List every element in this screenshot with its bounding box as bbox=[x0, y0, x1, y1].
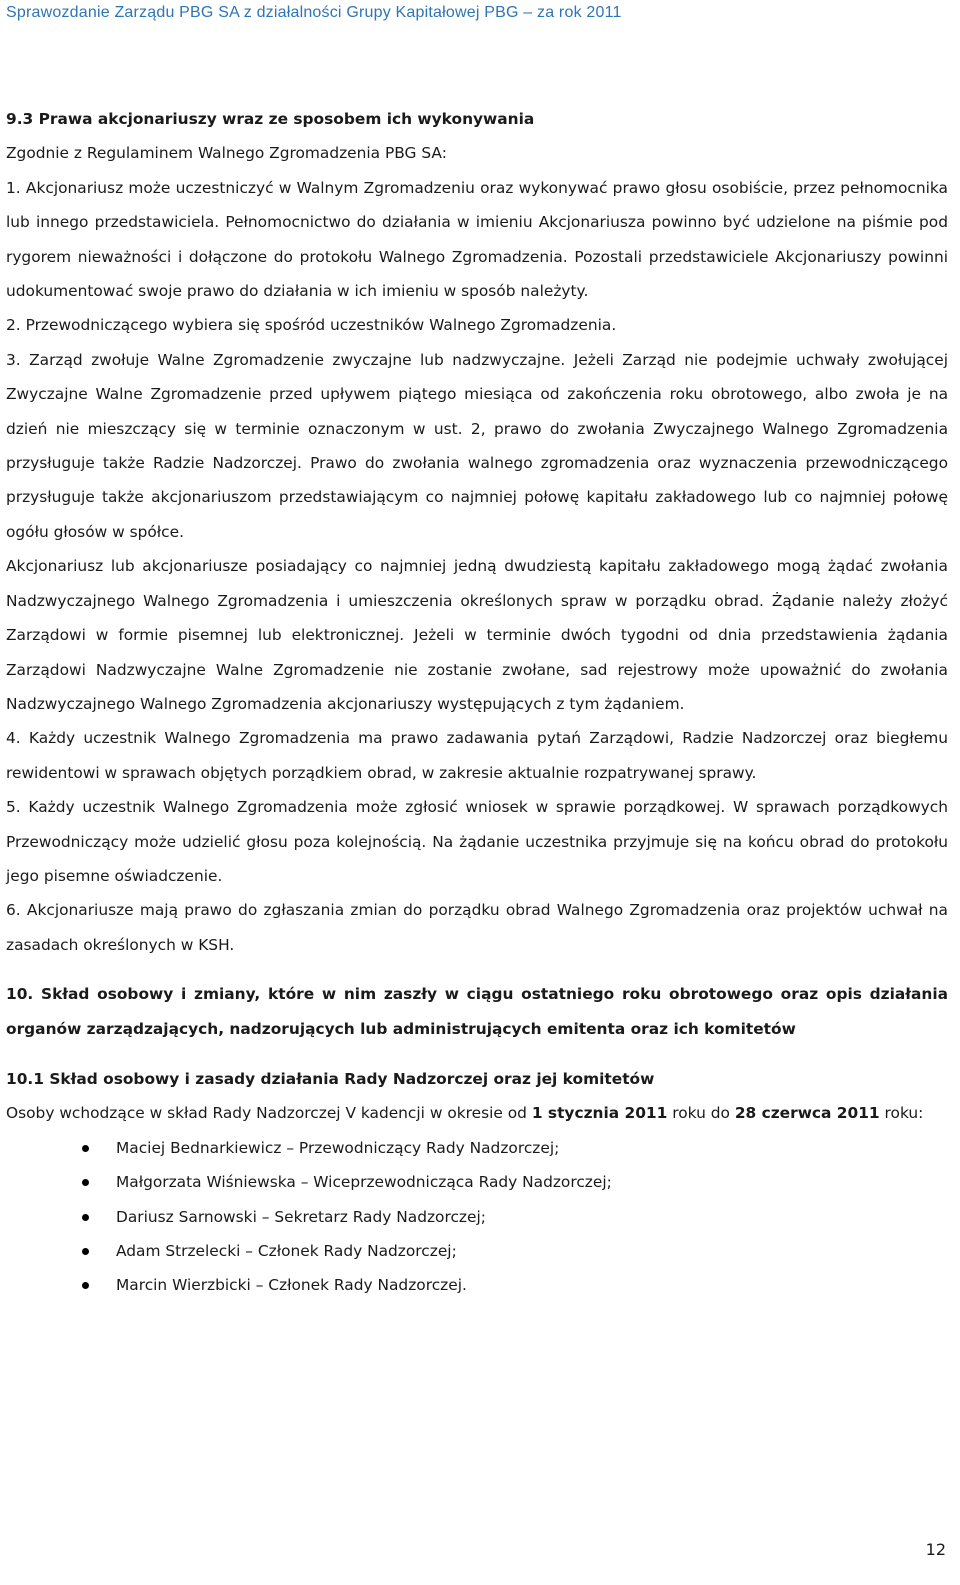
paragraph-item-3-continued: Akcjonariusz lub akcjonariusze posiadający co najmniej jedną dwudziestą kapitału zakładowego mogą żądać zwołania Nadzwyczajnego Walnego Zgromadzenia i umieszczenia określonych spraw w porządku obrad. Żądanie należy złożyć Zarządowi w formie pisemnej lub elektronicznej. Jeżeli w terminie dwóch tygodni od dnia przedstawienia żądania Zarządowi Nadzwyczajne Walne Zgromadzenie nie zostanie zwołane, sad rejestrowy może upoważnić do zwołania Nadzwyczajnego Walnego Zgromadzenia akcjonariuszy występujących z tym żądaniem. bbox=[6, 557, 948, 713]
section-intro: Zgodnie z Regulaminem Walnego Zgromadzenia PBG SA: bbox=[6, 144, 447, 163]
member-text: Dariusz Sarnowski – Sekretarz Rady Nadzorczej; bbox=[116, 1207, 486, 1226]
bullet-icon bbox=[82, 1248, 89, 1255]
section-heading-10-1: 10.1 Skład osobowy i zasady działania Rady Nadzorczej oraz jej komitetów bbox=[6, 1069, 655, 1088]
date-to: 28 czerwca 2011 bbox=[734, 1104, 880, 1123]
running-header: Sprawozdanie Zarządu PBG SA z działalności Grupy Kapitałowej PBG – za rok 2011 bbox=[6, 4, 622, 21]
member-text: Marcin Wierzbicki – Członek Rady Nadzorczej. bbox=[116, 1276, 467, 1295]
paragraph-item-4: 4. Każdy uczestnik Walnego Zgromadzenia ma prawo zadawania pytań Zarządowi, Radzie Nadzorczej oraz biegłemu rewidentowi w sprawach objętych porządkiem obrad, w zakresie aktualnie rozpatrywanej sprawy. bbox=[6, 729, 948, 782]
member-text: Maciej Bednarkiewicz – Przewodniczący Rady Nadzorczej; bbox=[116, 1138, 560, 1157]
list-item bbox=[6, 1268, 948, 1302]
paragraph-item-5: 5. Każdy uczestnik Walnego Zgromadzenia może zgłosić wniosek w sprawie porządkowej. W sprawach porządkowych Przewodniczący może udzielić głosu poza kolejnością. Na żądanie uczestnika przyjmuje się na końcu obrad do protokołu jego pisemne oświadczenie. bbox=[6, 798, 948, 885]
paragraph-item-2: 2. Przewodniczącego wybiera się spośród uczestników Walnego Zgromadzenia. bbox=[6, 316, 617, 335]
section-heading-9-3: 9.3 Prawa akcjonariuszy wraz ze sposobem ich wykonywania bbox=[6, 110, 535, 128]
board-members-list bbox=[6, 1131, 948, 1303]
page-number: 12 bbox=[925, 1540, 946, 1559]
member-text: Małgorzata Wiśniewska – Wiceprzewodnicząca Rady Nadzorczej; bbox=[116, 1173, 612, 1192]
intro-text-middle: roku do bbox=[667, 1104, 735, 1123]
intro-text-start: Osoby wchodzące w skład Rady Nadzorczej V kadencji w okresie od bbox=[6, 1104, 532, 1123]
list-item bbox=[6, 1131, 948, 1165]
intro-text-end: roku: bbox=[879, 1104, 924, 1123]
list-item bbox=[6, 1200, 948, 1234]
list-item bbox=[6, 1234, 948, 1268]
document-body bbox=[6, 102, 948, 1303]
bullet-icon bbox=[82, 1179, 89, 1186]
board-members-intro bbox=[6, 1096, 948, 1130]
paragraph-item-1: 1. Akcjonariusz może uczestniczyć w Walnym Zgromadzeniu oraz wykonywać prawo głosu osobiście, przez pełnomocnika lub innego przedstawiciela. Pełnomocnictwo do działania w imieniu Akcjonariusza powinno być udzielone na piśmie pod rygorem nieważności i dołączone do protokołu Walnego Zgromadzenia. Pozostali przedstawiciele Akcjonariuszy powinni udokumentować swoje prawo do działania w ich imieniu w sposób należyty. bbox=[6, 178, 948, 301]
paragraph-item-6: 6. Akcjonariusze mają prawo do zgłaszania zmian do porządku obrad Walnego Zgromadzenia oraz projektów uchwał na zasadach określonych w KSH. bbox=[6, 901, 948, 954]
paragraph-item-3: 3. Zarząd zwołuje Walne Zgromadzenie zwyczajne lub nadzwyczajne. Jeżeli Zarząd nie podejmie uchwały zwołującej Zwyczajne Walne Zgromadzenie przed upływem piątego miesiąca od zakończenia roku obrotowego, albo zwoła je na dzień nie mieszczący się w terminie oznaczonym w ust. 2, prawo do zwołania Zwyczajnego Walnego Zgromadzenia przysługuje także Radzie Nadzorczej. Prawo do zwołania walnego zgromadzenia oraz wyznaczenia przewodniczącego przysługuje także akcjonariuszom przedstawiającym co najmniej połowę kapitału zakładowego lub co najmniej połowę ogółu głosów w spółce. bbox=[6, 350, 948, 541]
section-heading-10: 10. Skład osobowy i zmiany, które w nim zaszły w ciągu ostatniego roku obrotowego oraz opis działania organów zarządzających, nadzorujących lub administrujących emitenta oraz ich komitetów bbox=[6, 985, 948, 1038]
list-item bbox=[6, 1165, 948, 1199]
date-from: 1 stycznia 2011 bbox=[531, 1104, 668, 1123]
bullet-icon bbox=[82, 1145, 89, 1152]
bullet-icon bbox=[82, 1282, 89, 1289]
member-text: Adam Strzelecki – Członek Rady Nadzorczej; bbox=[116, 1242, 457, 1260]
bullet-icon bbox=[82, 1214, 89, 1221]
